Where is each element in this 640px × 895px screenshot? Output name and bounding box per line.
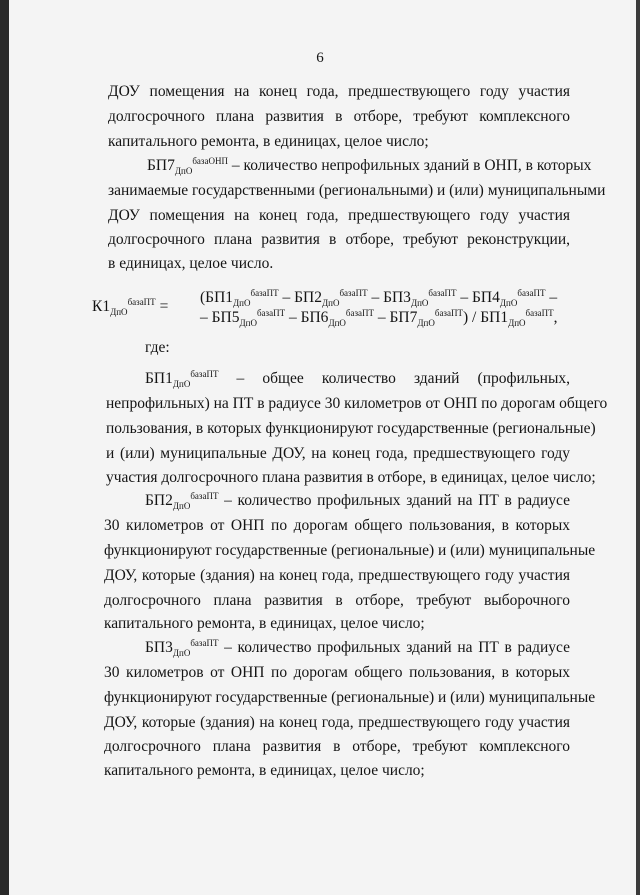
- where-label: где:: [145, 339, 170, 356]
- formula-term-bp1-denominator: БП1: [480, 309, 509, 326]
- paragraph-3-line-5: участия долгосрочного плана развития в отборе, в единицах, целое число;: [106, 469, 596, 486]
- paragraph-3-line-2: непрофильных) на ПТ в радиусе 30 километров от ОНП по дорогам общего: [106, 395, 608, 412]
- paragraph-5-line-1: $БП3_{ДпО}^{базаПТ}$ – количество профильных зданий на ПТ в радиусе: [145, 637, 570, 659]
- paragraph-5-line-3: функционируют государственные (региональные) и (или) муниципальные: [104, 689, 596, 706]
- paragraph-5-line-5: долгосрочного плана развития в отборе, требуют комплексного: [104, 738, 570, 755]
- formula-term-bp3: БП3: [383, 289, 411, 306]
- paragraph-4-line-6: капитального ремонта, в единицах, целое число;: [104, 615, 425, 632]
- paragraph-4-line-1: $БП2_{ДпО}^{базаПТ}$ – количество профильных зданий на ПТ в радиусе: [145, 490, 570, 512]
- paragraph-2-line-3: ДОУ помещения на конец года, предшествующего году участия: [108, 207, 570, 224]
- paragraph-2-line-4: долгосрочного плана развития в отборе, требуют реконструкции,: [108, 231, 570, 248]
- paragraph-3-line-3: пользования, в которых функционируют государственные (региональные): [106, 420, 596, 437]
- scan-right-edge: [636, 0, 640, 895]
- symbol-bp7: БП7: [147, 157, 175, 174]
- paragraph-2-text: – количество непрофильных зданий в ОНП, в которых: [227, 157, 592, 174]
- paragraph-1-line-2: долгосрочного плана развития в отборе, требуют комплексного: [108, 108, 570, 125]
- paragraph-4-line-2: 30 километров от ОНП по дорогам общего пользования, в которых: [104, 517, 570, 534]
- paragraph-1-line-3: капитального ремонта, в единицах, целое число;: [108, 133, 429, 150]
- paragraph-5-line-6: капитального ремонта, в единицах, целое число;: [104, 762, 425, 779]
- paragraph-4-line-4: ДОУ, которые (здания) на конец года, предшествующего году участия: [104, 567, 570, 584]
- paragraph-3-line-4: и (или) муниципальные ДОУ, на конец года, предшествующего году: [106, 445, 570, 462]
- symbol-superscript: базаОНП: [192, 155, 228, 166]
- formula-term-bp4: БП4: [472, 289, 500, 306]
- formula-line-1: ($БП1_{ДпО}^{базаПТ} - БП2_{ДпО}^{базаПТ} - БП3_{ДпО}^{базаПТ} - БП4_{ДпО}^{базаПТ}$ –: [200, 287, 558, 309]
- formula-term-bp5: БП5: [211, 309, 240, 326]
- page-number: 6: [316, 50, 324, 66]
- paragraph-2-line-1: [147, 155, 592, 177]
- scan-left-edge: [0, 0, 9, 895]
- paragraph-1-line-1: ДОУ помещения на конец года, предшествующего году участия: [108, 83, 570, 100]
- paragraph-5-line-2: 30 километров от ОНП по дорогам общего пользования, в которых: [104, 664, 570, 681]
- paragraph-2-line-5: в единицах, целое число.: [108, 255, 274, 272]
- paragraph-5-line-4: ДОУ, которые (здания) на конец года, предшествующего году участия: [104, 714, 570, 731]
- formula-lhs: $К1_{ДпО}^{базаПТ}$ =: [92, 296, 169, 318]
- formula-line-2: – $БП5_{ДпО}^{базаПТ} - БП6_{ДпО}^{базаПТ} - БП7_{ДпО}^{базаПТ}) / БП1_{ДпО}^{базаПТ}$,: [200, 307, 558, 329]
- formula-term-bp1: БП1: [205, 289, 234, 306]
- symbol-subscript: ДпО: [174, 166, 193, 177]
- paragraph-2-line-2: занимаемые государственными (региональными) и (или) муниципальными: [108, 182, 606, 199]
- paragraph-4-line-5: долгосрочного плана развития в отборе, требуют выборочного: [104, 592, 570, 609]
- paragraph-3-line-1: $БП1_{ДпО}^{базаПТ}$ – общее количество зданий (профильных,: [145, 368, 570, 390]
- formula-term-bp7: БП7: [389, 309, 418, 326]
- formula-term-bp2: БП2: [294, 289, 322, 306]
- paragraph-4-line-3: функционируют государственные (региональные) и (или) муниципальные: [104, 542, 596, 559]
- formula-term-bp6: БП6: [300, 309, 329, 326]
